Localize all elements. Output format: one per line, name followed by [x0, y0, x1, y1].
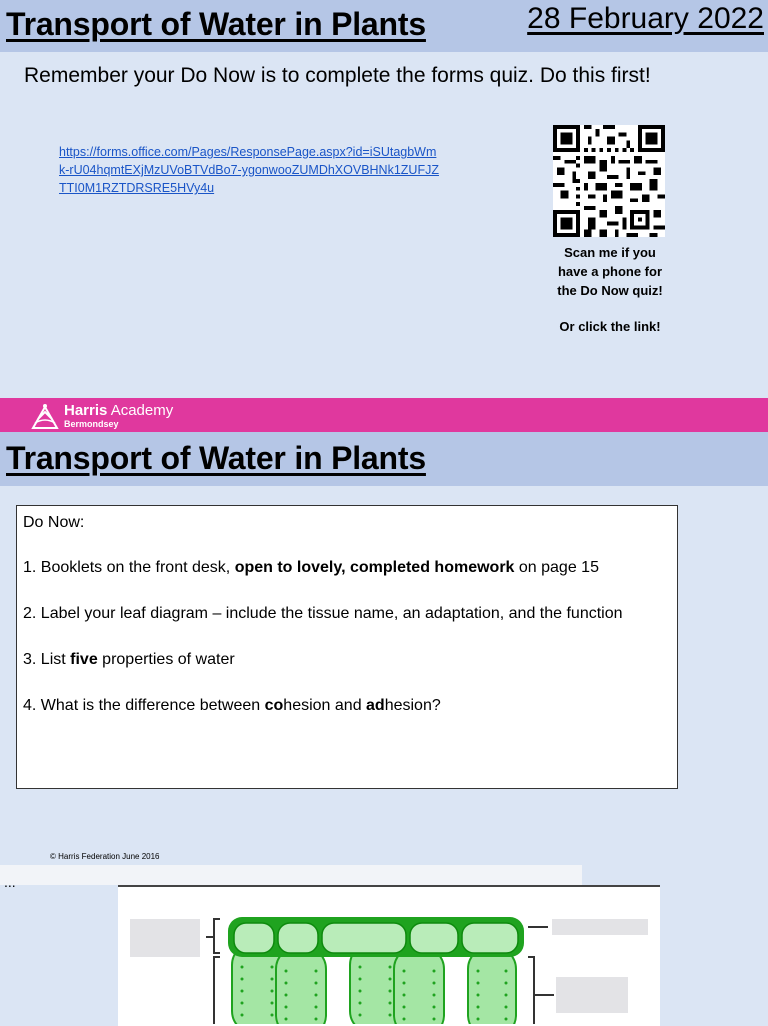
task-item-2: 2. Label your leaf diagram – include the tissue name, an adaptation, and the function [23, 605, 623, 622]
qr-caption [545, 243, 675, 300]
do-now-task-box [16, 505, 678, 789]
task-text: on page 15 [514, 559, 599, 576]
forms-quiz-link[interactable]: https://forms.office.com/Pages/ResponsePage.aspx?id=iSUtagbWmk-rU04hqmtEXjMzUVoBTVdBo7-ygonwooZUMDhXOVBHNk1ZUFJZTTI0M1RZTDRSRE5HVy4u [59, 145, 439, 195]
click-link-caption: Or click the link! [559, 319, 661, 334]
slide-1-title: Transport of Water in Plants [6, 6, 426, 42]
leaf-cross-section-diagram [118, 887, 660, 1024]
task-text: 4. What is the difference between [23, 697, 265, 714]
next-slide-header-strip [0, 865, 582, 885]
task-text: properties of water [97, 651, 235, 668]
academy-name [64, 402, 173, 419]
slide-date: 28 February 2022 [527, 2, 764, 35]
task-emphasis: co [264, 697, 284, 714]
academy-name-bold: Harris [64, 402, 108, 419]
do-now-instruction: Remember your Do Now is to complete the forms quiz. Do this first! [24, 64, 651, 87]
qr-code-icon[interactable] [553, 125, 665, 237]
task-text: 1. Booklets on the front desk, [23, 559, 235, 576]
blank-label [556, 977, 628, 1013]
task-item-1 [23, 557, 671, 579]
task-emphasis: ad [366, 697, 385, 714]
task-item-3 [23, 649, 671, 671]
qr-caption-line: have a phone for [557, 264, 663, 279]
blank-label [552, 919, 648, 935]
blank-label [130, 919, 200, 957]
qr-caption-line: the Do Now quiz! [557, 283, 663, 298]
task-text: hesion? [384, 697, 441, 714]
do-now-heading: Do Now: [23, 514, 85, 531]
task-emphasis: open to lovely, completed homework [234, 559, 515, 576]
task-text: 3. List [23, 651, 71, 668]
slide-2-title: Transport of Water in Plants [6, 440, 426, 476]
task-text: hesion and [283, 697, 367, 714]
academy-name-rest: Academy [107, 402, 174, 419]
task-emphasis: five [70, 651, 98, 668]
harris-academy-logo-icon [30, 401, 60, 431]
academy-location: Bermondsey [64, 419, 119, 429]
qr-caption-line: Scan me if you [564, 245, 656, 260]
copyright-notice: © Harris Federation June 2016 [50, 852, 160, 861]
task-item-4 [23, 695, 671, 717]
